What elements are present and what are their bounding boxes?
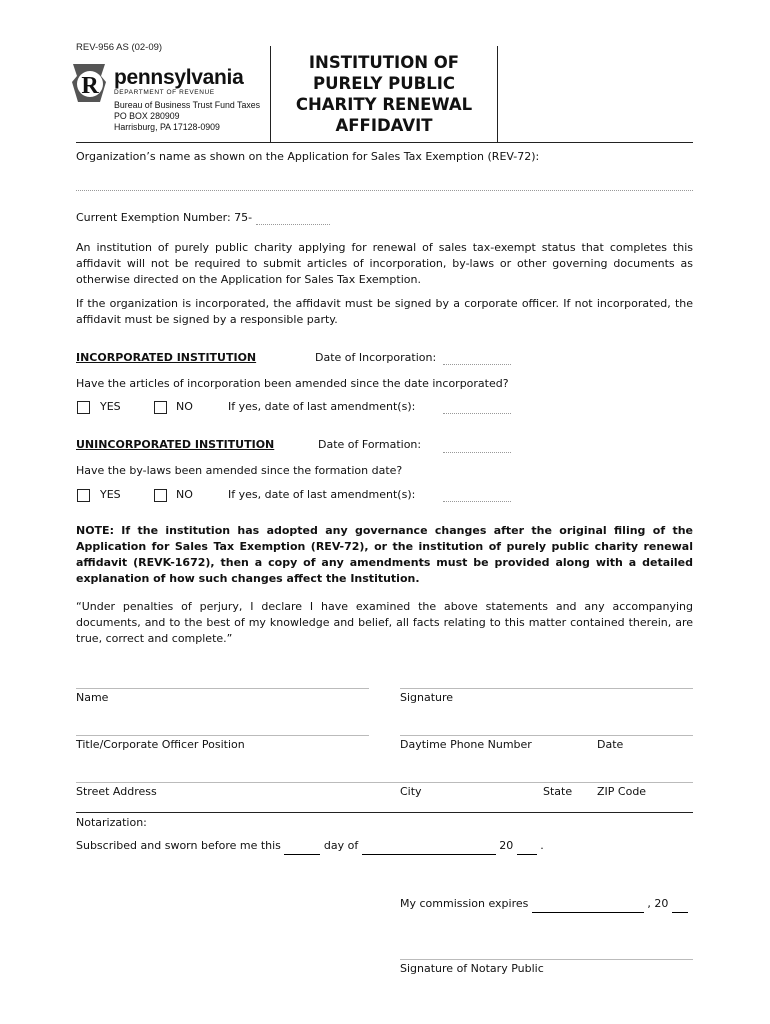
- org-name-label: Organization’s name as shown on the Application for Sales Tax Exemption (REV-72):: [76, 150, 540, 163]
- form-id: REV-956 AS (02-09): [76, 42, 163, 53]
- signing-instructions: If the organization is incorporated, the affidavit must be signed by a corporate officer. If not incorporated, the affidavit must be signed by a responsible party.: [76, 297, 693, 326]
- incorporated-yes-checkbox[interactable]: [77, 401, 90, 414]
- phone-label: Daytime Phone Number: [400, 738, 532, 751]
- unincorporated-amendment-date-field[interactable]: [443, 501, 511, 502]
- date-of-formation-label: Date of Formation:: [318, 438, 422, 451]
- address-field[interactable]: [76, 782, 693, 783]
- date-of-incorporation-field[interactable]: [443, 364, 511, 365]
- renewal-instructions: An institution of purely public charity applying for renewal of sales tax-exempt status that completes this affidavit will not be required to submit articles of incorporation, by-laws or other governing documents as otherwise directed on the Application for Sales Tax Exemption.: [76, 241, 693, 286]
- incorporated-amendment-label: If yes, date of last amendment(s):: [228, 400, 416, 413]
- sworn-text-day-of: day of: [323, 839, 359, 852]
- notary-signature-field[interactable]: [400, 959, 693, 960]
- org-name-field[interactable]: [76, 190, 693, 191]
- city-label: City: [400, 785, 422, 798]
- sworn-statement: [76, 838, 544, 855]
- notary-signature-label: Signature of Notary Public: [400, 962, 544, 975]
- unincorporated-amendment-label: If yes, date of last amendment(s):: [228, 488, 416, 501]
- incorporated-amendment-date-field[interactable]: [443, 413, 511, 414]
- sworn-year-field[interactable]: [517, 838, 537, 855]
- title-line-1: INSTITUTION OF: [308, 53, 460, 72]
- header-divider-right: [497, 46, 498, 142]
- governance-note: NOTE: If the institution has adopted any governance changes after the original filing of the Application for Sales Tax Exemption (REV-72), or the institution of purely public charity renewal affidavit (REVK-1672), then a copy of any amendments must be provided along with a detailed explanation of how such changes affect the Institution.: [76, 524, 693, 585]
- commission-date-field[interactable]: [532, 896, 644, 913]
- title-line-2: PURELY PUBLIC: [313, 74, 455, 93]
- name-label: Name: [76, 691, 109, 704]
- bylaws-amended-question: Have the by-laws been amended since the formation date?: [76, 464, 403, 477]
- incorporated-no-checkbox[interactable]: [154, 401, 167, 414]
- exemption-number-label: Current Exemption Number: 75-: [76, 211, 253, 224]
- sworn-month-field[interactable]: [362, 838, 496, 855]
- state-label: State: [543, 785, 573, 798]
- notarization-label: Notarization:: [76, 816, 147, 829]
- unincorporated-heading: UNINCORPORATED INSTITUTION: [76, 438, 275, 451]
- sworn-text-20: 20: [499, 839, 514, 852]
- department-name: DEPARTMENT OF REVENUE: [114, 89, 215, 96]
- date-of-incorporation-label: Date of Incorporation:: [315, 351, 437, 364]
- date-label: Date: [597, 738, 624, 751]
- incorporated-no-label: NO: [176, 400, 193, 413]
- name-field[interactable]: [76, 688, 369, 689]
- commission-statement: [400, 896, 688, 913]
- title-field[interactable]: [76, 735, 369, 736]
- title-line-4: AFFIDAVIT: [335, 116, 433, 135]
- articles-amended-question: Have the articles of incorporation been amended since the date incorporated?: [76, 377, 509, 390]
- perjury-declaration: “Under penalties of perjury, I declare I have examined the above statements and any accompanying documents, and to the best of my knowledge and belief, all facts relating to this matter contained therein, are true, correct and complete.”: [76, 600, 693, 645]
- address-line-2: PO BOX 280909: [114, 110, 180, 121]
- incorporated-heading: INCORPORATED INSTITUTION: [76, 351, 257, 364]
- keystone-logo-icon: [70, 62, 108, 104]
- title-label: Title/Corporate Officer Position: [76, 738, 245, 751]
- address-line-3: Harrisburg, PA 17128-0909: [114, 121, 220, 132]
- sworn-day-field[interactable]: [284, 838, 320, 855]
- unincorporated-yes-checkbox[interactable]: [77, 489, 90, 502]
- address-line-1: Bureau of Business Trust Fund Taxes: [114, 100, 261, 110]
- signature-label: Signature: [400, 691, 454, 704]
- phone-date-field[interactable]: [400, 735, 693, 736]
- sworn-text-period: .: [540, 839, 544, 852]
- svg-text:R: R: [81, 73, 99, 99]
- header-rule: [76, 142, 693, 143]
- bureau-address: [114, 100, 260, 132]
- incorporated-yes-label: YES: [100, 400, 121, 413]
- title-line-3: CHARITY RENEWAL: [295, 95, 473, 114]
- zip-code-label: ZIP Code: [597, 785, 647, 798]
- unincorporated-no-label: NO: [176, 488, 193, 501]
- form-title: [271, 52, 497, 136]
- commission-year-label: , 20: [647, 897, 669, 910]
- unincorporated-no-checkbox[interactable]: [154, 489, 167, 502]
- notary-rule: [76, 812, 693, 813]
- commission-year-field[interactable]: [672, 896, 688, 913]
- street-address-label: Street Address: [76, 785, 157, 798]
- unincorporated-yes-label: YES: [100, 488, 121, 501]
- brand-name: pennsylvania: [114, 66, 244, 89]
- sworn-text-this: Subscribed and sworn before me this: [76, 839, 281, 852]
- exemption-number-field[interactable]: [256, 224, 330, 225]
- commission-label: My commission expires: [400, 897, 529, 910]
- date-of-formation-field[interactable]: [443, 452, 511, 453]
- signature-field[interactable]: [400, 688, 693, 689]
